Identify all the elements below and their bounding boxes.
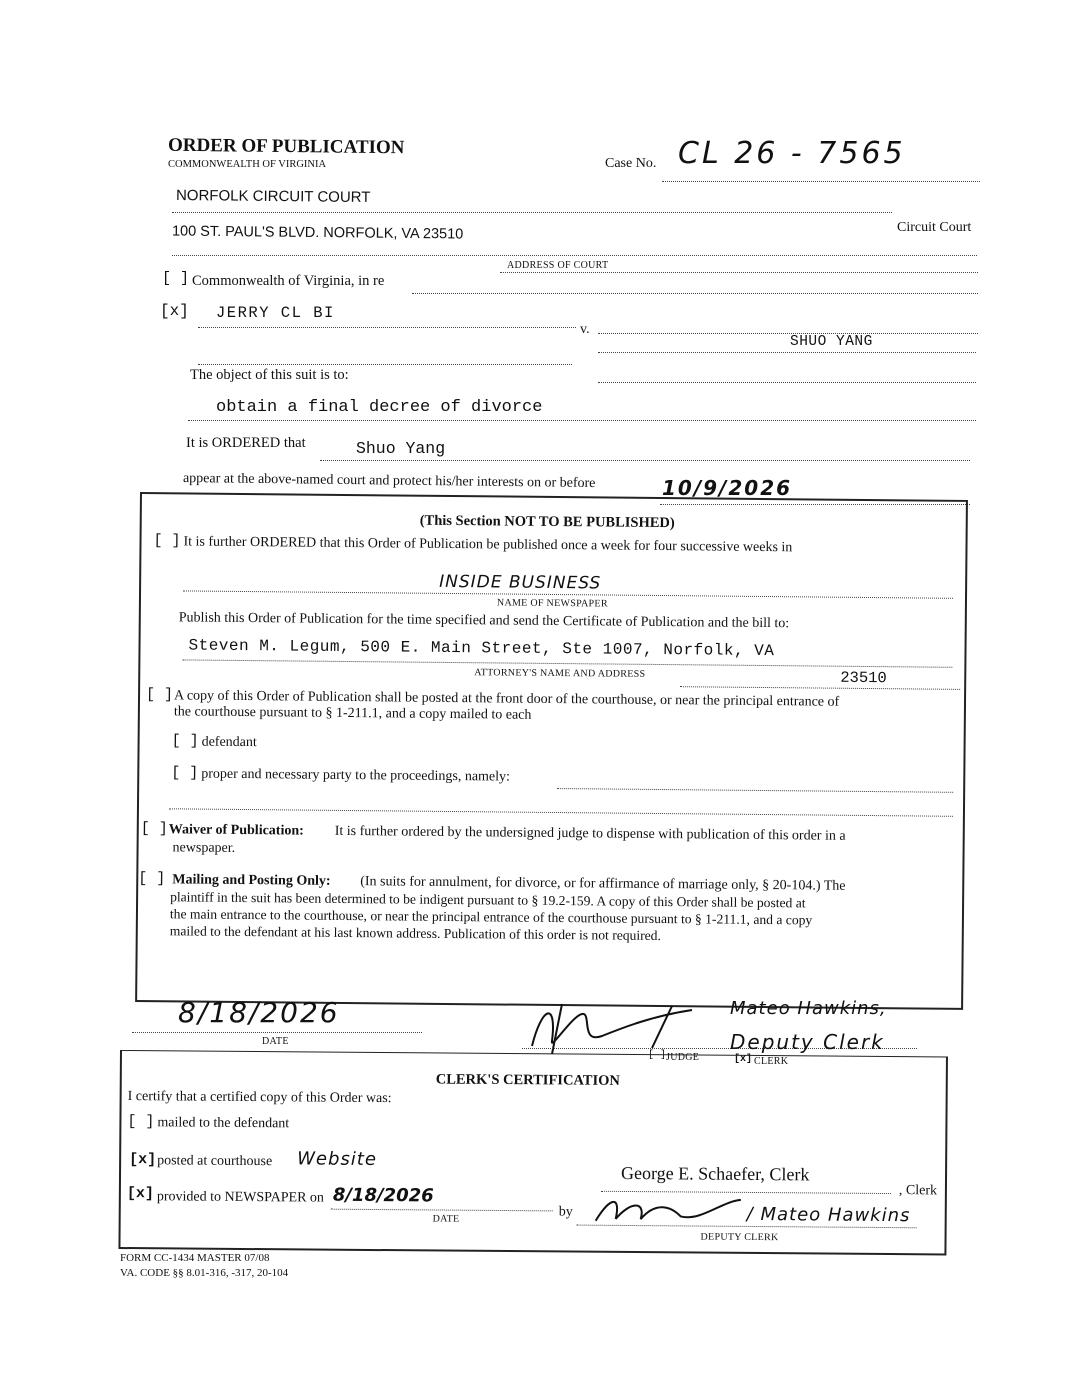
clerk-label: CLERK — [754, 1056, 789, 1067]
mailed-label: mailed to the defendant — [157, 1115, 290, 1132]
publish-text: It is further ORDERED that this Order of Publication be published once a week for four successive weeks in — [183, 534, 793, 556]
form-subtitle: COMMONWEALTH OF VIRGINIA — [168, 159, 327, 170]
mailing-text-3: the main entrance to the courthouse, or near the principal entrance of the courthouse pursuant to § 1-211.1, and a copy — [169, 906, 813, 928]
signing-date[interactable]: 8/18/2026 — [178, 996, 340, 1029]
waiver-checkbox[interactable]: [ ] — [140, 820, 168, 838]
plaintiff-checkbox[interactable]: [x] — [160, 302, 189, 320]
clerk-checkbox[interactable]: [x] — [734, 1054, 753, 1065]
posted-location[interactable]: Website — [297, 1148, 378, 1171]
appear-label: appear at the above-named court and protect his/her interests on or before — [182, 471, 596, 492]
case-number-value[interactable]: CL 26 - 7565 — [678, 136, 906, 171]
provided-date[interactable]: 8/18/2026 — [332, 1184, 434, 1207]
judge-label: JUDGE — [666, 1052, 700, 1063]
plaintiff-name[interactable]: JERRY CL BI — [216, 304, 335, 322]
versus-label: v. — [580, 322, 590, 337]
clerk-certification-section — [118, 1050, 948, 1255]
mailing-title: Mailing and Posting Only: — [172, 872, 331, 889]
commonwealth-label: Commonwealth of Virginia, in re — [192, 273, 385, 289]
mailed-checkbox[interactable]: [ ] — [127, 1113, 155, 1131]
mailing-checkbox[interactable]: [ ] — [138, 870, 166, 888]
not-published-section — [135, 492, 968, 1010]
clerk-suffix: , Clerk — [898, 1183, 938, 1199]
ordered-label: It is ORDERED that — [186, 435, 306, 451]
newspaper-label: NAME OF NEWSPAPER — [496, 597, 608, 610]
defendant-checkbox[interactable]: [ ] — [171, 732, 199, 750]
publish-checkbox[interactable]: [ ] — [153, 532, 181, 550]
signing-date-label: DATE — [262, 1036, 289, 1047]
by-label: by — [558, 1204, 573, 1220]
attorney-zip[interactable]: 23510 — [840, 668, 887, 688]
mailing-text-2: plaintiff in the suit has been determined to be indigent pursuant to § 19.2-159. A copy of this Order shall be posted at — [170, 889, 806, 911]
party-checkbox[interactable]: [ ] — [171, 764, 199, 782]
mailing-text-4: mailed to the defendant at his last known address. Publication of this order is not required. — [169, 923, 661, 944]
waiver-text-1: It is further ordered by the undersigned judge to dispense with publication of this order in a — [334, 823, 846, 844]
case-number-label: Case No. — [605, 156, 657, 171]
provided-label: provided to NEWSPAPER on — [156, 1189, 325, 1206]
copy-posted-text-1: A copy of this Order of Publication shall be posted at the front door of the courthouse, or near the principal entrance of — [173, 688, 840, 710]
address-of-court-label: ADDRESS OF COURT — [507, 260, 609, 271]
copy-posted-text-2: the courthouse pursuant to § 1-211.1, and a copy mailed to each — [173, 704, 532, 723]
certification-intro: I certify that a certified copy of this Order was: — [127, 1089, 392, 1107]
waiver-text-2: newspaper. — [172, 840, 236, 856]
clerk-name: George E. Schaefer, Clerk — [620, 1162, 810, 1185]
copy-posted-checkbox[interactable]: [ ] — [145, 686, 174, 704]
commonwealth-checkbox[interactable]: [ ] — [162, 270, 190, 287]
signer-title[interactable]: Deputy Clerk — [730, 1030, 885, 1054]
appear-date[interactable]: 10/9/2026 — [662, 476, 793, 500]
provided-checkbox[interactable]: [x] — [126, 1185, 154, 1203]
judge-checkbox[interactable]: [ ] — [648, 1050, 667, 1061]
court-name[interactable]: NORFOLK CIRCUIT COURT — [175, 186, 371, 207]
deputy-clerk-name[interactable]: / Mateo Hawkins — [746, 1203, 911, 1227]
posted-checkbox[interactable]: [x] — [129, 1151, 157, 1169]
circuit-court-suffix: Circuit Court — [897, 220, 972, 235]
newspaper-name[interactable]: INSIDE BUSINESS — [439, 571, 602, 594]
form-number: FORM CC-1434 MASTER 07/08 — [120, 1252, 270, 1264]
form-title: ORDER OF PUBLICATION — [167, 134, 405, 159]
certification-title: CLERK'S CERTIFICATION — [435, 1071, 620, 1089]
not-published-header: (This Section NOT TO BE PUBLISHED) — [419, 512, 675, 532]
defendant-name[interactable]: SHUO YANG — [790, 334, 873, 350]
signer-name[interactable]: Mateo Hawkins, — [730, 998, 887, 1019]
object-label: The object of this suit is to: — [190, 367, 349, 383]
attorney-label: ATTORNEY'S NAME AND ADDRESS — [474, 667, 646, 680]
judge-clerk-signature — [522, 996, 712, 1056]
va-code: VA. CODE §§ 8.01-316, -317, 20-104 — [120, 1267, 289, 1279]
provided-date-label: DATE — [432, 1213, 460, 1225]
ordered-party[interactable]: Shuo Yang — [356, 439, 446, 458]
defendant-label: defendant — [201, 734, 257, 751]
deputy-clerk-label: DEPUTY CLERK — [700, 1231, 779, 1244]
mailing-text-1: (In suits for annulment, for divorce, or for affirmance of marriage only, § 20-104.) The — [360, 874, 846, 894]
attorney-address[interactable]: Steven M. Legum, 500 E. Main Street, Ste 1007, Norfolk, VA — [188, 636, 775, 661]
posted-label: posted at courthouse — [157, 1153, 273, 1170]
send-text: Publish this Order of Publication for the time specified and send the Certificate of Publication and the bill to: — [178, 610, 790, 632]
waiver-title: Waiver of Publication: — [168, 822, 304, 839]
party-label: proper and necessary party to the proceedings, namely: — [201, 766, 511, 785]
court-address[interactable]: 100 ST. PAUL'S BLVD. NORFOLK, VA 23510 — [171, 223, 464, 243]
object-value[interactable]: obtain a final decree of divorce — [216, 398, 543, 417]
